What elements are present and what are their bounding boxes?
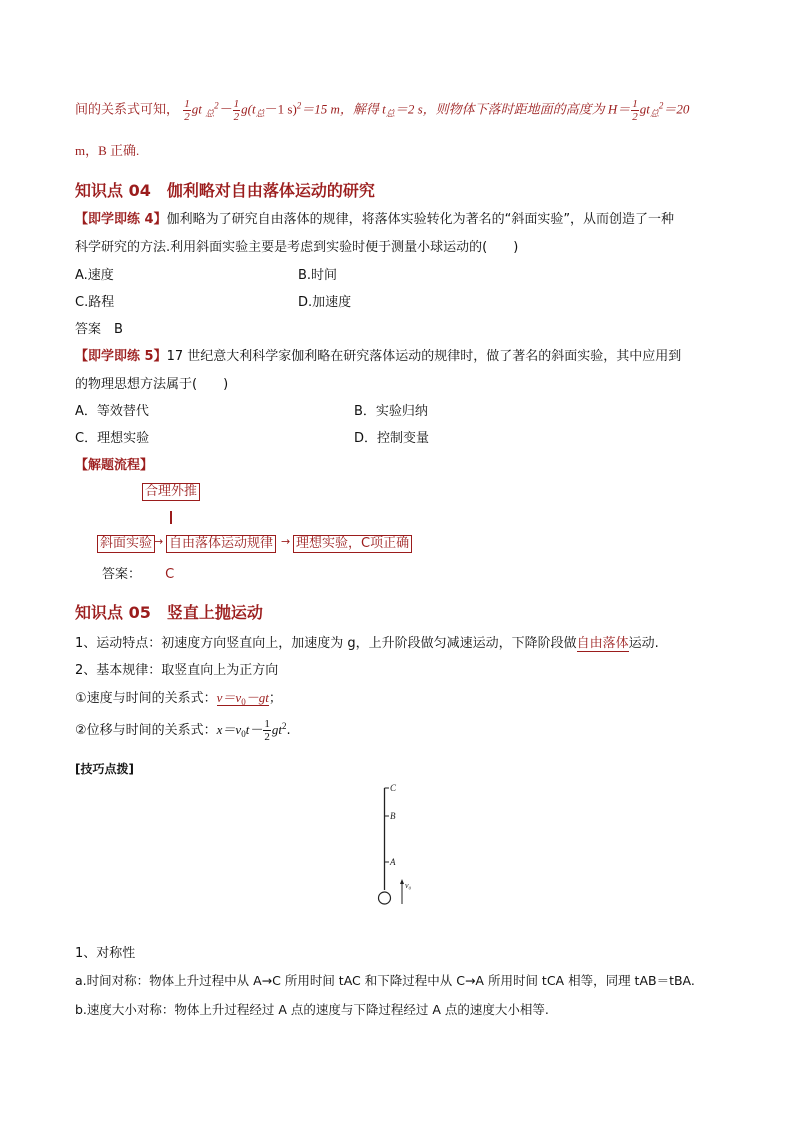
intro-equation-line: 间的关系式可知， $\frac{1}{2}$ gt $_总^2$－ $\frac{1}{2}$ $g(t_总-1$ s)$^2$＝15 m，解得 $t_总=2$ s，则物体下落时距地面的高度为 H＝ $\frac{1}{2}$ $gt_总^2=20$ [75, 98, 690, 123]
label-c: C [390, 783, 397, 793]
solution-flow-tag: 【解题流程】 [75, 458, 154, 473]
paragraph-basic-law: 2、基本规律：取竖直向上为正方向 [75, 663, 279, 678]
ball [379, 892, 391, 904]
section-05-title: 知识点 05 竖直上抛运动 [75, 603, 263, 622]
fraction-half: $\frac{1}{2}$ [184, 98, 190, 123]
flow-box-ideal-experiment: 理想实验，C项正确 [293, 535, 412, 553]
symmetry-title: 1、对称性 [75, 946, 136, 961]
formula-velocity-line: ①速度与时间的关系式：$v=v_0-gt$； [75, 690, 282, 707]
free-fall-link: 自由落体 [576, 636, 629, 651]
q4-option-c: C.路程 [75, 295, 115, 310]
section-04-title: 知识点 04 伽利略对自由落体运动的研究 [75, 181, 375, 200]
flow-answer: 答案： C [102, 567, 175, 582]
label-a: A [390, 857, 396, 867]
question-5-tag: 【即学即练 5】 [75, 349, 167, 364]
question-4-tag: 【即学即练 4】 [75, 212, 167, 227]
symmetry-time: a.时间对称：物体上升过程中从 A→C 所用时间 tAC 和下降过程中从 C→A 所用时间 tCA 相等，同理 tAB＝tBA. [75, 973, 695, 988]
formula-velocity: $v=v_0-gt$ [216, 690, 269, 707]
question-5-line2: 的物理思想方法属于( ) [75, 377, 229, 392]
flow-box-extrapolate: 合理外推 [142, 483, 200, 501]
formula-displacement: $x=v_0t-$ [216, 722, 263, 739]
q5-option-a: A．等效替代 [75, 404, 149, 419]
flow-vertical-connector [170, 511, 172, 524]
arrow-right-icon: → [154, 535, 164, 548]
intro-line2: m，B 正确. [75, 143, 140, 158]
fraction-half: $\frac{1}{2}$ [632, 98, 638, 123]
flow-box-incline-experiment: 斜面实验 [97, 535, 155, 553]
intro-prefix: 间的关系式可知， [75, 101, 180, 117]
question-4-line2: 科学研究的方法.利用斜面实验主要是考虑到实验时便于测量小球运动的( ) [75, 240, 519, 255]
question-4-line1: 【即学即练 4】伽利略为了研究自由落体的规律，将落体实验转化为著名的“斜面实验”，从而创造了一种 [75, 212, 675, 227]
formula-displacement-line: ②位移与时间的关系式：$x=v_0t-$ $\frac{1}{2}$ $gt^2$. [75, 718, 291, 743]
symmetry-speed: b.速度大小对称：物体上升过程经过 A 点的速度与下降过程经过 A 点的速度大小相等. [75, 1002, 549, 1017]
vertical-throw-diagram [360, 778, 440, 913]
q5-option-b: B．实验归纳 [354, 404, 428, 419]
q4-answer: 答案 B [75, 322, 123, 337]
fraction-half: $\frac{1}{2}$ [233, 98, 240, 123]
fraction-half: $\frac{1}{2}$ [264, 718, 270, 743]
q5-option-d: D．控制变量 [354, 431, 430, 446]
q4-option-b: B.时间 [298, 268, 338, 283]
velocity-arrowhead [400, 879, 404, 884]
flow-box-freefall-law: 自由落体运动规律 [166, 535, 276, 553]
q4-option-d: D.加速度 [298, 295, 352, 310]
question-5-line1: 【即学即练 5】17 世纪意大利科学家伽利略在研究落体运动的规律时，做了著名的斜面实验，其中应用到 [75, 349, 682, 364]
label-b: B [390, 811, 396, 821]
q5-option-c: C．理想实验 [75, 431, 150, 446]
q4-option-a: A.速度 [75, 268, 114, 283]
tips-heading: [技巧点拨] [75, 762, 134, 776]
arrow-right-icon: → [281, 535, 291, 548]
label-v0: v₀ [405, 881, 412, 890]
paragraph-motion-features: 1、运动特点：初速度方向竖直向上，加速度为 g，上升阶段做匀减速运动，下降阶段做自由落体运动. [75, 636, 659, 651]
